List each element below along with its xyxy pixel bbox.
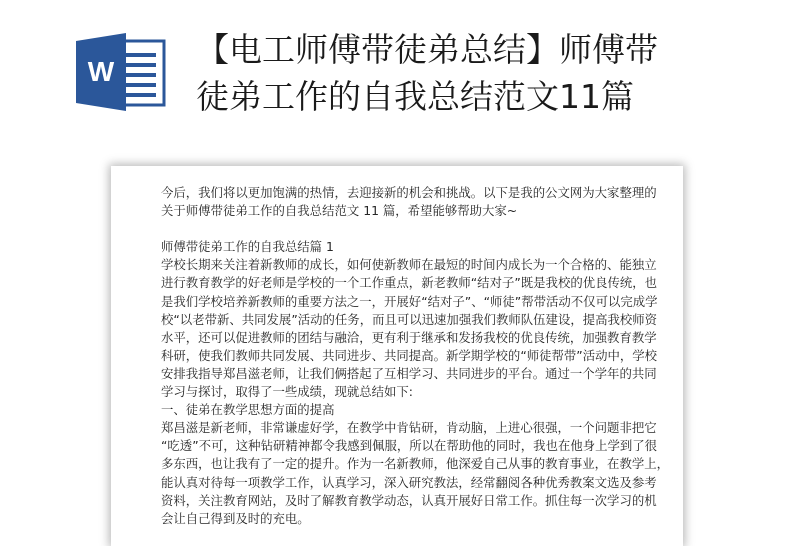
word-document-icon	[74, 33, 166, 111]
body-line: 进行教育教学的好老师是学校的一个工作重点，新老教师“结对子”既是我校的优良传统，也	[161, 275, 658, 291]
word-icon-letter: W	[87, 56, 115, 87]
body-line: 资料，关注教育网站，及时了解教育教学动态，认真开展好日常工作。抓住每一次学习的机	[161, 492, 657, 508]
body-line: 学校长期来关注着新教师的成长，如何使新教师在最短的时间内成长为一个合格的、能独立	[161, 257, 657, 273]
body-line: 科研，使我们教师共同发展、共同进步、共同提高。新学期学校的“师徒帮带”活动中，学校	[161, 347, 658, 363]
body-line: 水平，还可以促进教师的团结与融洽，更有利于继承和发扬我校的优良传统，加强教育教学	[161, 329, 657, 345]
body-line: 校“以老带新、共同发展”活动的任务，而且可以迅速加强我们教师队伍建设，提高我校师资	[161, 311, 658, 327]
intro-line: 关于师傅带徒弟工作的自我总结范文 11 篇，希望能够帮助大家~	[161, 203, 518, 219]
document-content	[161, 184, 670, 528]
body-line: 会让自己得到及时的充电。	[161, 510, 310, 526]
intro-line: 今后，我们将以更加饱满的热情，去迎接新的机会和挑战。以下是我的公文网为大家整理的	[161, 185, 657, 200]
body-line: 多东西，也让我有了一定的提升。作为一名新教师，他深爱自己从事的教育事业，在教学上，	[161, 456, 670, 472]
section-title: 师傅带徒弟工作的自我总结篇 1	[161, 239, 334, 255]
body-line: 能认真对待每一项教学工作，认真学习，深入研究教法，经常翻阅各种优秀教案文选及参考	[161, 474, 657, 490]
body-line: 学习与探讨，取得了一些成绩，现就总结如下:	[161, 384, 413, 400]
page-title	[196, 26, 776, 120]
body-line: “吃透”不可，这种钻研精神都令我感到佩服，所以在帮助他的同时，我也在他身上学到了很	[161, 438, 658, 454]
body-line: 郑昌滋是新老师，非常谦虚好学，在教学中肯钻研，肯动脑，上进心很强，一个问题非把它	[161, 420, 657, 436]
body-line: 安排我指导郑昌滋老师，让我们俩搭起了互相学习、共同进步的平台。通过一个学年的共同	[161, 365, 657, 381]
body-line: 是我们学校培养新教师的重要方法之一，开展好“结对子”、“师徒”帮带活动不仅可以完成学	[161, 293, 658, 309]
title-line-2: 徒弟工作的自我总结范文11篇	[196, 77, 634, 116]
document-page	[111, 166, 683, 546]
title-line-1: 【电工师傅带徒弟总结】师傅带	[196, 30, 658, 69]
subheading: 一、徒弟在教学思想方面的提高	[161, 402, 335, 418]
